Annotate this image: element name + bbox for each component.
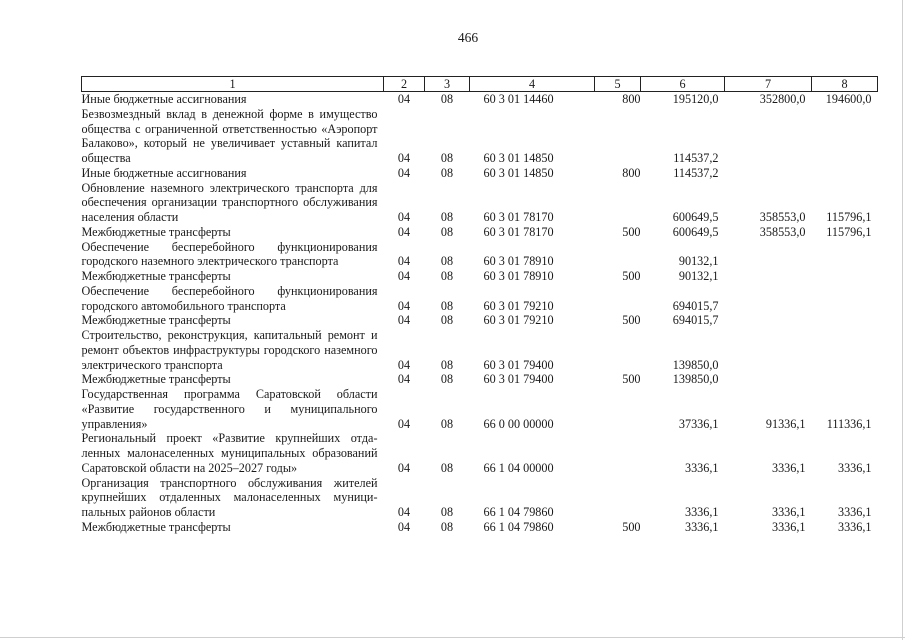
amount-year-3 (812, 269, 878, 284)
table-row (82, 92, 878, 107)
budget-table (81, 76, 878, 535)
amount-year-1: 3336,1 (684, 519, 719, 534)
amount-year-3: 3336,1 (837, 505, 872, 519)
section-code: 04 (397, 357, 411, 372)
amount-year-2: 352800,0 (759, 92, 806, 106)
subsection-code: 08 (440, 416, 454, 431)
subsection-code: 08 (440, 92, 454, 106)
target-article-code: 66 1 04 00000 (483, 460, 554, 475)
subsection-code: 08 (440, 519, 454, 534)
column-header: 1 (82, 77, 384, 92)
amount-year-2: 91336,1 (765, 416, 806, 431)
amount-year-3: 111336,1 (826, 416, 872, 431)
target-article-code: 66 1 04 79860 (483, 505, 554, 519)
row-name: Организация транспортного обслуживания жителей крупнейших отдаленных малонаселенных муниципальных районов области (81, 475, 378, 519)
column-header: 4 (470, 77, 595, 92)
expense-type-code (595, 431, 641, 475)
target-article-code: 60 3 01 79210 (483, 298, 554, 313)
amount-year-3: 3336,1 (837, 460, 872, 475)
row-name: Межбюджетные трансферты (81, 519, 231, 534)
row-name: Межбюджетные трансферты (81, 313, 231, 328)
section-code: 04 (397, 269, 411, 283)
row-name: Межбюджетные трансферты (81, 372, 231, 387)
subsection-code: 08 (440, 313, 454, 328)
target-article-code: 60 3 01 79400 (483, 357, 554, 372)
row-name: Обновление наземного электрического транспорта для обеспечения организации транспортного обслуживания населения области (81, 180, 378, 224)
subsection-code: 08 (440, 224, 454, 239)
section-code: 04 (397, 210, 411, 224)
expense-type-code (595, 284, 641, 314)
amount-year-2: 358553,0 (759, 210, 806, 224)
amount-year-2 (725, 328, 812, 372)
expense-type-code: 500 (622, 372, 641, 387)
section-code: 04 (397, 416, 411, 431)
row-name: Региональный проект «Развитие крупнейших отдаленных малонаселенных муниципальных образований Саратовской области на 2025–2027 годы» (81, 431, 378, 475)
target-article-code: 60 3 01 79400 (483, 372, 554, 387)
table-row (82, 225, 878, 240)
target-article-code: 66 1 04 79860 (483, 519, 554, 534)
subsection-code: 08 (440, 298, 454, 313)
section-code: 04 (397, 505, 411, 519)
amount-year-1: 694015,7 (672, 313, 719, 328)
amount-year-1: 90132,1 (678, 254, 719, 269)
row-name: Обеспечение бесперебойного функционирования городского автомобильного транспорта (81, 283, 378, 313)
amount-year-2 (725, 269, 812, 284)
page-edge (0, 637, 905, 638)
expense-type-code: 800 (622, 92, 641, 106)
table-row (82, 313, 878, 328)
subsection-code: 08 (440, 254, 454, 269)
table-row (82, 328, 878, 372)
amount-year-1: 600649,5 (672, 210, 719, 224)
expense-type-code (595, 181, 641, 225)
expense-type-code: 500 (622, 269, 641, 283)
amount-year-2: 3336,1 (771, 460, 806, 475)
target-article-code: 60 3 01 14460 (483, 92, 554, 106)
target-article-code: 60 3 01 79210 (483, 313, 554, 328)
table-row (82, 107, 878, 166)
table-row (82, 476, 878, 520)
section-code: 04 (397, 460, 411, 475)
target-article-code: 60 3 01 14850 (483, 165, 554, 180)
amount-year-2 (725, 107, 812, 166)
amount-year-1: 139850,0 (672, 372, 719, 387)
target-article-code: 60 3 01 78910 (483, 254, 554, 269)
section-code: 04 (397, 151, 411, 165)
column-header: 8 (812, 77, 878, 92)
page-number: 466 (457, 30, 479, 45)
expense-type-code (595, 107, 641, 166)
target-article-code: 66 0 00 00000 (483, 416, 554, 431)
expense-type-code (595, 240, 641, 270)
expense-type-code: 500 (622, 313, 641, 328)
row-name: Государственная программа Саратовской области «Развитие государственного и муниципального управления» (81, 387, 378, 431)
amount-year-2: 358553,0 (759, 224, 806, 239)
row-name: Строительство, реконструкция, капитальный ремонт и ремонт объектов инфраструктуры городского наземного электрического транспорта (81, 328, 378, 372)
table-row (82, 372, 878, 387)
section-code: 04 (397, 165, 411, 180)
section-code: 04 (397, 254, 411, 269)
table-row (82, 166, 878, 181)
column-header: 7 (725, 77, 812, 92)
row-name: Обеспечение бесперебойного функционирования городского наземного электрического транспорта (81, 239, 378, 269)
row-name: Безвозмездный вклад в денежной форме в имущество общества с ограниченной ответственностью «Аэропорт Балаково», который не увеличивает уставный капитал общества (81, 106, 378, 165)
expense-type-code: 500 (622, 224, 641, 239)
expense-type-code: 500 (622, 519, 641, 534)
subsection-code: 08 (440, 151, 454, 165)
column-header: 3 (425, 77, 470, 92)
subsection-code: 08 (440, 505, 454, 519)
amount-year-3 (812, 284, 878, 314)
amount-year-3: 115796,1 (826, 210, 872, 224)
subsection-code: 08 (440, 372, 454, 387)
amount-year-1: 694015,7 (672, 298, 719, 313)
section-code: 04 (397, 313, 411, 328)
row-name: Межбюджетные трансферты (81, 224, 231, 239)
column-header: 2 (384, 77, 425, 92)
row-name: Иные бюджетные ассигнования (81, 92, 247, 106)
subsection-code: 08 (440, 460, 454, 475)
amount-year-2 (725, 284, 812, 314)
amount-year-3 (812, 240, 878, 270)
amount-year-3: 3336,1 (837, 519, 872, 534)
amount-year-1: 114537,2 (673, 151, 719, 165)
page-edge (902, 0, 903, 640)
subsection-code: 08 (440, 165, 454, 180)
table-row (82, 181, 878, 225)
table-row (82, 387, 878, 431)
table-row (82, 431, 878, 475)
table-row (82, 520, 878, 535)
amount-year-1: 3336,1 (684, 505, 719, 519)
amount-year-2 (725, 166, 812, 181)
amount-year-2: 3336,1 (771, 519, 806, 534)
amount-year-1: 3336,1 (684, 460, 719, 475)
subsection-code: 08 (440, 210, 454, 224)
amount-year-3 (812, 372, 878, 387)
section-code: 04 (397, 372, 411, 387)
amount-year-3 (812, 313, 878, 328)
amount-year-1: 600649,5 (672, 224, 719, 239)
section-code: 04 (397, 519, 411, 534)
section-code: 04 (397, 298, 411, 313)
amount-year-2: 3336,1 (771, 505, 806, 519)
target-article-code: 60 3 01 78910 (483, 269, 554, 283)
amount-year-3 (812, 328, 878, 372)
row-name: Межбюджетные трансферты (81, 269, 231, 283)
amount-year-1: 195120,0 (672, 92, 719, 106)
amount-year-2 (725, 240, 812, 270)
amount-year-3: 115796,1 (826, 224, 872, 239)
subsection-code: 08 (440, 357, 454, 372)
amount-year-1: 37336,1 (678, 416, 719, 431)
amount-year-1: 139850,0 (672, 357, 719, 372)
amount-year-3 (812, 166, 878, 181)
amount-year-2 (725, 313, 812, 328)
expense-type-code (595, 328, 641, 372)
section-code: 04 (397, 224, 411, 239)
target-article-code: 60 3 01 78170 (483, 210, 554, 224)
table-row (82, 269, 878, 284)
column-header: 6 (641, 77, 725, 92)
row-name: Иные бюджетные ассигнования (81, 165, 247, 180)
column-header: 5 (595, 77, 641, 92)
table-row (82, 240, 878, 270)
target-article-code: 60 3 01 14850 (483, 151, 554, 165)
expense-type-code (595, 387, 641, 431)
header-row (82, 77, 878, 92)
expense-type-code: 800 (622, 165, 641, 180)
section-code: 04 (397, 92, 411, 106)
amount-year-1: 114537,2 (673, 165, 719, 180)
subsection-code: 08 (440, 269, 454, 283)
amount-year-1: 90132,1 (678, 269, 719, 283)
expense-type-code (595, 476, 641, 520)
amount-year-2 (725, 372, 812, 387)
target-article-code: 60 3 01 78170 (483, 224, 554, 239)
amount-year-3 (812, 107, 878, 166)
amount-year-3: 194600,0 (825, 92, 872, 106)
table-row (82, 284, 878, 314)
